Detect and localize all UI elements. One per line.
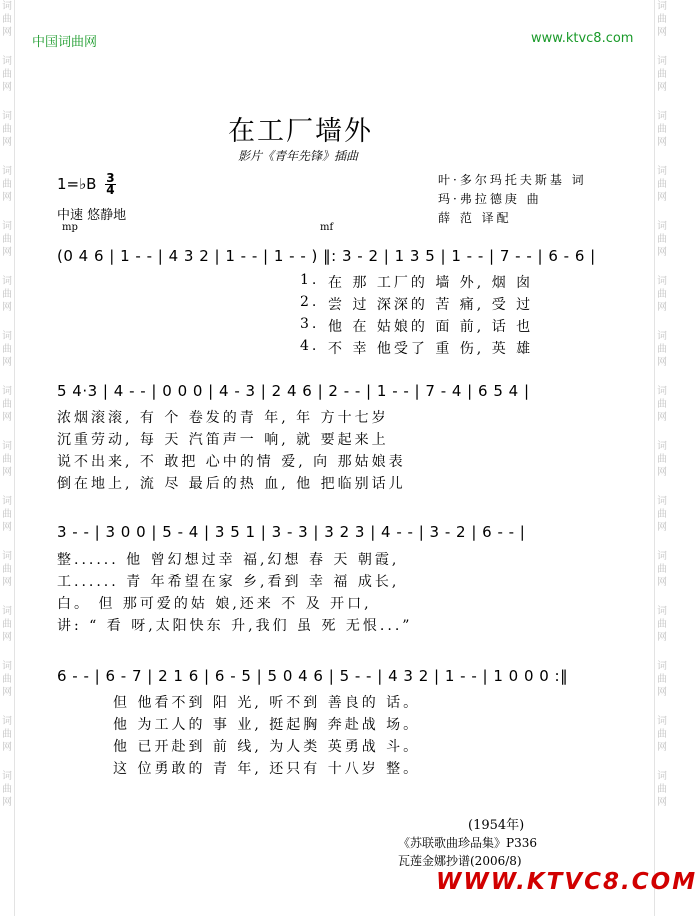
side-watermark-char: 网 xyxy=(2,192,12,203)
side-watermark-group xyxy=(657,0,667,39)
side-watermark-char: 词 xyxy=(657,771,667,782)
lyric-line: 整...... 他 曾幻想过幸 福,幻想 春 天 朝霞, xyxy=(57,552,400,568)
key-signature xyxy=(57,173,116,196)
side-watermark-char: 网 xyxy=(2,577,12,588)
side-watermark-group xyxy=(657,275,667,314)
side-watermark-group xyxy=(657,660,667,699)
composer-credit: 玛·弗拉德庚 曲 xyxy=(438,192,542,206)
side-watermark-group xyxy=(2,495,12,534)
side-watermark-char: 曲 xyxy=(657,14,667,25)
side-watermark-char: 曲 xyxy=(657,289,667,300)
side-watermark-char: 网 xyxy=(657,577,667,588)
side-watermark-char: 网 xyxy=(657,192,667,203)
side-watermark-group xyxy=(657,110,667,149)
side-watermark-group xyxy=(2,715,12,754)
side-watermark-char: 曲 xyxy=(2,509,12,520)
side-watermark-group xyxy=(2,385,12,424)
side-watermark-char: 网 xyxy=(2,797,12,808)
side-watermark-left xyxy=(0,0,14,916)
side-watermark-char: 网 xyxy=(657,687,667,698)
dynamic-mp: mp xyxy=(62,222,78,233)
side-watermark-char: 曲 xyxy=(2,399,12,410)
side-watermark-group xyxy=(2,330,12,369)
year-note: (1954年) xyxy=(468,818,525,833)
side-watermark-group xyxy=(657,495,667,534)
translator-credit: 薛 范 译配 xyxy=(438,211,512,225)
side-watermark-group xyxy=(2,220,12,259)
side-watermark-char: 网 xyxy=(2,522,12,533)
side-watermark-group xyxy=(657,550,667,589)
side-watermark-group xyxy=(2,605,12,644)
side-watermark-char: 曲 xyxy=(2,784,12,795)
side-watermark-char: 网 xyxy=(657,357,667,368)
side-watermark-group xyxy=(2,660,12,699)
side-watermark-char: 词 xyxy=(2,276,12,287)
side-watermark-char: 网 xyxy=(657,632,667,643)
side-watermark-char: 曲 xyxy=(2,234,12,245)
side-watermark-char: 词 xyxy=(2,56,12,67)
side-watermark-char: 曲 xyxy=(657,69,667,80)
side-watermark-group xyxy=(2,165,12,204)
side-watermark-char: 词 xyxy=(2,1,12,12)
copyist-note: 瓦莲金娜抄谱(2006/8) xyxy=(398,854,522,868)
lyric-line: 尝 过 深深的 苦 痛, 受 过 xyxy=(328,297,534,313)
side-watermark-char: 曲 xyxy=(2,69,12,80)
notation-line-2: 5 4·3 | 4 - - | 0 0 0 | 4 - 3 | 2 4 6 | 2 - - | 1 - - | 7 - 4 | 6 5 4 | xyxy=(57,382,530,400)
song-title: 在工厂墙外 xyxy=(228,116,373,147)
side-watermark-char: 网 xyxy=(657,302,667,313)
side-watermark-group xyxy=(657,770,667,809)
side-watermark-char: 词 xyxy=(2,716,12,727)
side-watermark-char: 网 xyxy=(657,742,667,753)
side-watermark-group xyxy=(657,385,667,424)
side-watermark-char: 曲 xyxy=(657,179,667,190)
side-watermark-char: 词 xyxy=(2,221,12,232)
lyric-line: 他 已开赴到 前 线, 为人类 英勇战 斗。 xyxy=(113,739,421,755)
side-watermark-char: 词 xyxy=(2,771,12,782)
side-watermark-group xyxy=(2,110,12,149)
lyric-line: 白。 但 那可爱的姑 娘,还来 不 及 开口, xyxy=(57,596,372,612)
side-watermark-group xyxy=(657,715,667,754)
verse-number: 4. xyxy=(300,338,320,354)
side-watermark-char: 曲 xyxy=(2,344,12,355)
tempo-marking: 中速 悠静地 xyxy=(57,208,127,223)
side-watermark-char: 词 xyxy=(657,551,667,562)
side-watermark-group xyxy=(657,330,667,369)
side-watermark-group xyxy=(657,220,667,259)
side-watermark-char: 网 xyxy=(2,467,12,478)
side-watermark-char: 词 xyxy=(2,331,12,342)
side-watermark-right xyxy=(655,0,669,916)
site-name-link[interactable]: 中国词曲网 xyxy=(32,35,98,50)
side-watermark-char: 曲 xyxy=(657,729,667,740)
side-watermark-group xyxy=(2,0,12,39)
side-watermark-char: 曲 xyxy=(2,14,12,25)
side-watermark-char: 词 xyxy=(2,661,12,672)
side-watermark-group xyxy=(2,440,12,479)
side-watermark-char: 网 xyxy=(2,742,12,753)
side-watermark-char: 曲 xyxy=(657,564,667,575)
side-watermark-char: 词 xyxy=(657,661,667,672)
side-watermark-char: 网 xyxy=(657,137,667,148)
side-watermark-char: 曲 xyxy=(657,234,667,245)
lyric-line: 工...... 青 年希望在家 乡,看到 幸 福 成长, xyxy=(57,574,400,590)
verse-number: 3. xyxy=(300,316,320,332)
side-watermark-char: 网 xyxy=(2,687,12,698)
side-watermark-char: 词 xyxy=(657,111,667,122)
side-watermark-char: 曲 xyxy=(657,784,667,795)
side-watermark-char: 曲 xyxy=(657,674,667,685)
lyric-line: 不 幸 他受了 重 伤, 英 雄 xyxy=(328,341,534,357)
lyric-line: 在 那 工厂的 墙 外, 烟 囱 xyxy=(328,275,534,291)
side-watermark-group xyxy=(2,55,12,94)
side-watermark-char: 网 xyxy=(2,632,12,643)
side-watermark-char: 曲 xyxy=(2,619,12,630)
side-watermark-group xyxy=(657,605,667,644)
lyric-line: 浓烟滚滚, 有 个 卷发的青 年, 年 方十七岁 xyxy=(57,410,389,426)
lyric-line: 他 为工人的 事 业, 挺起胸 奔赴战 场。 xyxy=(113,717,421,733)
side-watermark-char: 曲 xyxy=(657,344,667,355)
side-watermark-char: 网 xyxy=(2,357,12,368)
side-watermark-char: 曲 xyxy=(657,399,667,410)
side-watermark-char: 词 xyxy=(2,386,12,397)
side-watermark-char: 词 xyxy=(657,56,667,67)
side-watermark-group xyxy=(657,165,667,204)
side-watermark-char: 曲 xyxy=(2,674,12,685)
side-watermark-char: 词 xyxy=(657,606,667,617)
verse-number: 1. xyxy=(300,272,320,288)
side-watermark-char: 网 xyxy=(657,82,667,93)
side-watermark-char: 网 xyxy=(657,27,667,38)
watermark-url: WWW.KTVC8.COM xyxy=(436,869,697,895)
side-watermark-char: 曲 xyxy=(2,289,12,300)
side-watermark-char: 词 xyxy=(657,221,667,232)
lyric-line: 讲: “ 看 呀,太阳快东 升,我们 虽 死 无恨...” xyxy=(57,618,413,634)
side-watermark-char: 词 xyxy=(657,166,667,177)
side-watermark-char: 曲 xyxy=(657,124,667,135)
left-border xyxy=(14,0,15,916)
side-watermark-char: 曲 xyxy=(2,454,12,465)
side-watermark-char: 网 xyxy=(657,797,667,808)
side-watermark-char: 词 xyxy=(657,1,667,12)
side-watermark-char: 词 xyxy=(657,441,667,452)
lyricist-credit: 叶·多尔玛托夫斯基 词 xyxy=(438,173,587,187)
side-watermark-char: 网 xyxy=(2,27,12,38)
lyric-line: 倒在地上, 流 尽 最后的热 血, 他 把临别话儿 xyxy=(57,476,406,492)
side-watermark-char: 曲 xyxy=(2,124,12,135)
lyric-line: 他 在 姑娘的 面 前, 话 也 xyxy=(328,319,534,335)
side-watermark-char: 词 xyxy=(2,111,12,122)
site-url-link[interactable]: www.ktvc8.com xyxy=(531,31,634,46)
side-watermark-group xyxy=(657,440,667,479)
lyric-line: 这 位勇敢的 青 年, 还只有 十八岁 整。 xyxy=(113,761,421,777)
side-watermark-char: 词 xyxy=(2,166,12,177)
side-watermark-char: 网 xyxy=(2,137,12,148)
side-watermark-char: 曲 xyxy=(2,564,12,575)
side-watermark-char: 曲 xyxy=(2,179,12,190)
side-watermark-group xyxy=(2,550,12,589)
side-watermark-char: 词 xyxy=(2,496,12,507)
notation-line-1: (0 4 6 | 1 - - | 4 3 2 | 1 - - | 1 - - ) ‖: 3 - 2 | 1 3 5 | 1 - - | 7 - - | 6 - 6 | xyxy=(57,247,596,265)
side-watermark-char: 曲 xyxy=(657,509,667,520)
time-signature xyxy=(105,173,115,196)
key-label: 1=♭B xyxy=(57,175,97,193)
side-watermark-char: 词 xyxy=(657,716,667,727)
side-watermark-char: 网 xyxy=(657,412,667,423)
side-watermark-char: 曲 xyxy=(2,729,12,740)
side-watermark-char: 网 xyxy=(2,302,12,313)
side-watermark-char: 网 xyxy=(2,412,12,423)
side-watermark-char: 网 xyxy=(657,467,667,478)
side-watermark-group xyxy=(657,55,667,94)
verse-number: 2. xyxy=(300,294,320,310)
dynamic-mf: mf xyxy=(320,222,334,233)
song-subtitle: 影片《青年先锋》插曲 xyxy=(238,149,359,163)
side-watermark-char: 词 xyxy=(657,276,667,287)
side-watermark-char: 网 xyxy=(2,82,12,93)
side-watermark-char: 曲 xyxy=(657,619,667,630)
side-watermark-char: 词 xyxy=(2,606,12,617)
side-watermark-char: 网 xyxy=(657,522,667,533)
notation-line-4: 6 - - | 6 - 7 | 2 1 6 | 6 - 5 | 5 0 4 6 | 5 - - | 4 3 2 | 1 - - | 1 0 0 0 :‖ xyxy=(57,667,569,685)
side-watermark-char: 词 xyxy=(657,331,667,342)
side-watermark-char: 词 xyxy=(2,551,12,562)
lyric-line: 沉重劳动, 每 天 汽笛声一 响, 就 要起来上 xyxy=(57,432,389,448)
source-note: 《苏联歌曲珍品集》P336 xyxy=(398,836,537,850)
side-watermark-char: 词 xyxy=(657,496,667,507)
notation-line-3: 3 - - | 3 0 0 | 5 - 4 | 3 5 1 | 3 - 3 | 3 2 3 | 4 - - | 3 - 2 | 6 - - | xyxy=(57,523,526,541)
side-watermark-group xyxy=(2,275,12,314)
side-watermark-char: 词 xyxy=(657,386,667,397)
time-top: 3 xyxy=(106,171,115,185)
lyric-line: 说不出来, 不 敢把 心中的情 爱, 向 那姑娘表 xyxy=(57,454,406,470)
side-watermark-char: 网 xyxy=(657,247,667,258)
side-watermark-char: 网 xyxy=(2,247,12,258)
time-bottom: 4 xyxy=(106,183,115,197)
side-watermark-char: 曲 xyxy=(657,454,667,465)
lyric-line: 但 他看不到 阳 光, 听不到 善良的 话。 xyxy=(113,695,421,711)
side-watermark-group xyxy=(2,770,12,809)
side-watermark-char: 词 xyxy=(2,441,12,452)
